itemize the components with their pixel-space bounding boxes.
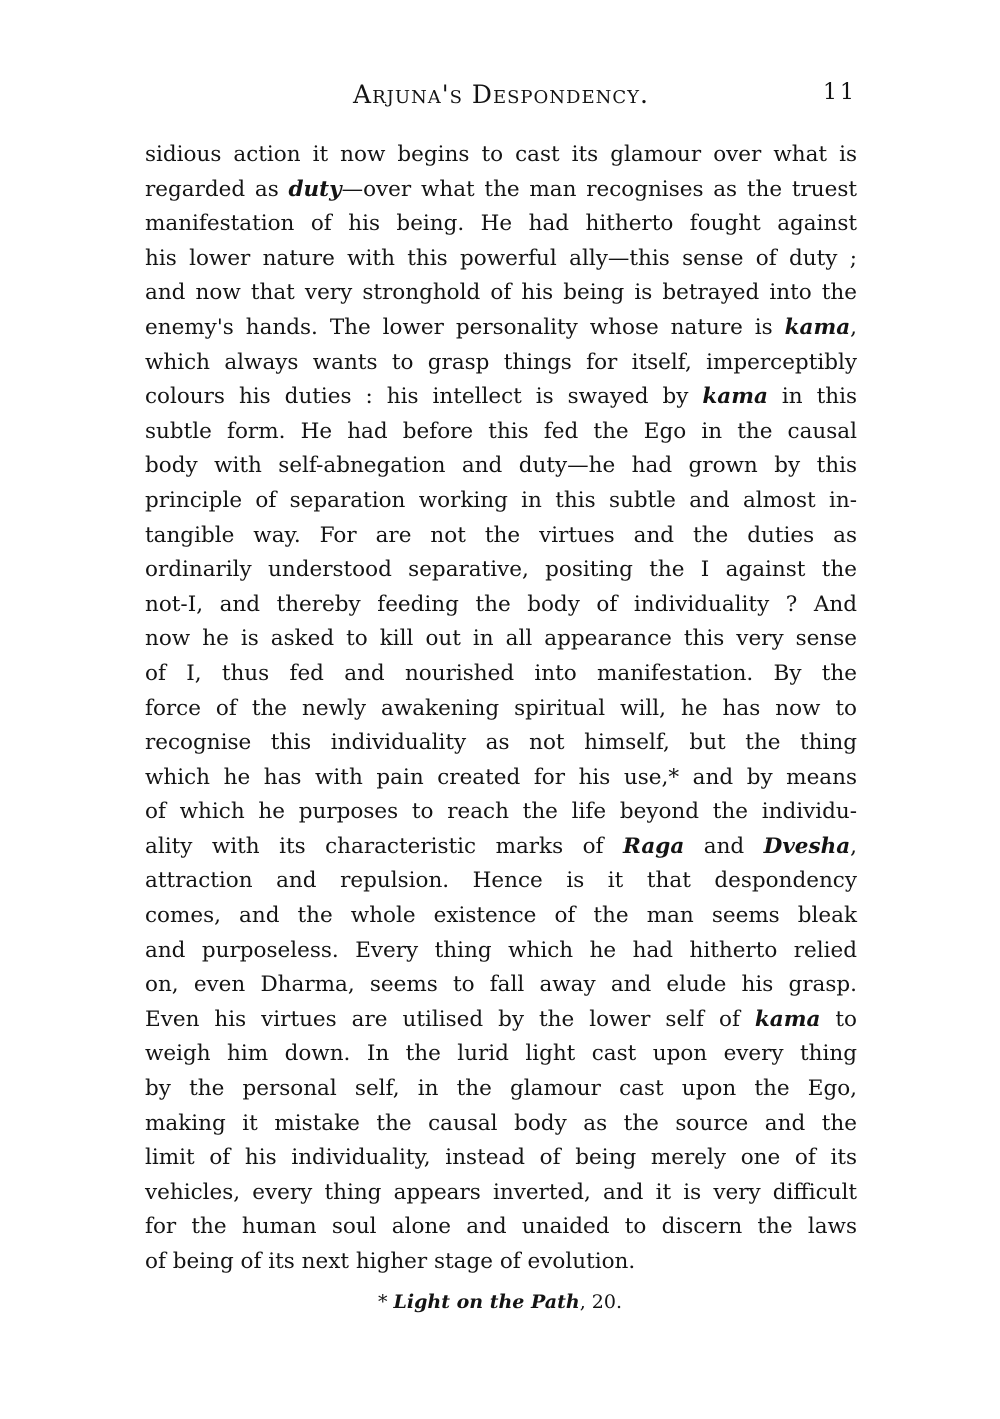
text-segment: which he has with pain created for his use,* and by means	[145, 764, 857, 790]
text-line	[145, 726, 857, 761]
text-segment: limit of his individuality, instead of being merely one of its	[145, 1145, 857, 1171]
text-line	[145, 657, 857, 692]
text-line	[145, 138, 857, 173]
footnote-title: Light on the Path	[393, 1291, 580, 1313]
text-line	[145, 311, 857, 346]
text-line	[145, 968, 857, 1003]
text-line	[145, 1245, 857, 1280]
text-segment: ,	[850, 833, 857, 859]
text-segment: for the human soul alone and unaided to discern the laws	[145, 1214, 857, 1240]
running-head	[145, 80, 857, 116]
running-title: Arjuna's Despondency.	[353, 80, 649, 109]
italic-term: kama	[754, 1006, 821, 1032]
text-segment: by the personal self, in the glamour cast upon the Ego,	[145, 1076, 857, 1102]
text-line	[145, 899, 857, 934]
text-segment: vehicles, every thing appears inverted, and it is very difficult	[145, 1179, 857, 1205]
text-line	[145, 692, 857, 727]
text-segment: tangible way. For are not the virtues and the duties as	[145, 522, 857, 548]
footnote-marker: *	[378, 1291, 394, 1313]
text-segment: which always wants to grasp things for itself, imperceptibly	[145, 349, 857, 375]
text-line	[145, 1210, 857, 1245]
text-segment: subtle form. He had before this fed the Ego in the causal	[145, 418, 857, 444]
footnote-reference: , 20.	[579, 1291, 622, 1313]
text-segment: and purposeless. Every thing which he had hitherto relied	[145, 937, 857, 963]
text-segment: his lower nature with this powerful ally—this sense of duty ;	[145, 245, 857, 271]
text-line	[145, 830, 857, 865]
footnote	[0, 1288, 1000, 1316]
text-line	[145, 242, 857, 277]
text-line	[145, 1072, 857, 1107]
text-segment: recognise this individuality as not himself, but the thing	[145, 730, 857, 756]
text-line	[145, 415, 857, 450]
italic-term: Raga	[623, 833, 685, 859]
text-line	[145, 449, 857, 484]
text-line	[145, 1037, 857, 1072]
text-line	[145, 207, 857, 242]
text-segment: and now that very stronghold of his being is betrayed into the	[145, 280, 857, 306]
italic-term: Dvesha	[763, 833, 851, 859]
italic-term: duty	[288, 176, 342, 202]
text-line	[145, 553, 857, 588]
text-line	[145, 519, 857, 554]
text-segment: weigh him down. In the lurid light cast upon every thing	[145, 1041, 857, 1067]
text-segment: ality with its characteristic marks of	[145, 833, 623, 859]
text-line	[145, 1176, 857, 1211]
text-line	[145, 588, 857, 623]
text-line	[145, 1141, 857, 1176]
text-segment: Even his virtues are utilised by the lower self of	[145, 1006, 755, 1032]
text-segment: —over what the man recognises as the truest	[341, 176, 857, 202]
text-line	[145, 1107, 857, 1142]
text-segment: and	[684, 833, 764, 859]
text-line	[145, 1003, 857, 1038]
text-segment: ordinarily understood separative, positing the I against the	[145, 557, 857, 583]
text-segment: now he is asked to kill out in all appearance this very sense	[145, 626, 857, 652]
text-line	[145, 761, 857, 796]
text-segment: sidious action it now begins to cast its glamour over what is	[145, 142, 857, 167]
text-segment: force of the newly awakening spiritual will, he has now to	[145, 695, 857, 721]
text-segment: of I, thus fed and nourished into manifestation. By the	[145, 660, 857, 686]
text-line	[145, 173, 857, 208]
text-line	[145, 864, 857, 899]
text-segment: manifestation of his being. He had hitherto fought against	[145, 211, 857, 237]
text-segment: of being of its next higher stage of evolution.	[145, 1249, 636, 1274]
text-line	[145, 380, 857, 415]
page-number: 11	[823, 80, 857, 105]
italic-term: kama	[702, 384, 768, 410]
text-segment: of which he purposes to reach the life beyond the individu-	[145, 799, 857, 825]
text-segment: comes, and the whole existence of the man seems bleak	[145, 903, 857, 929]
text-line	[145, 346, 857, 381]
text-segment: making it mistake the causal body as the source and the	[145, 1110, 857, 1136]
text-line	[145, 795, 857, 830]
text-segment: colours his duties : his intellect is swayed by	[145, 384, 703, 410]
text-segment: enemy's hands. The lower personality whose nature is	[145, 314, 785, 340]
text-line	[145, 276, 857, 311]
text-line	[145, 622, 857, 657]
text-segment: on, even Dharma, seems to fall away and elude his grasp.	[145, 972, 857, 998]
italic-term: kama	[784, 314, 851, 340]
text-segment: not-I, and thereby feeding the body of individuality ? And	[145, 591, 857, 617]
body-text	[145, 138, 857, 1280]
text-line	[145, 934, 857, 969]
text-segment: ,	[850, 314, 857, 340]
text-segment: to	[820, 1006, 857, 1032]
text-segment: regarded as	[145, 176, 289, 202]
text-segment: principle of separation working in this subtle and almost in-	[145, 487, 857, 513]
text-segment: body with self-abnegation and duty—he had grown by this	[145, 453, 857, 479]
text-segment: in this	[767, 384, 858, 410]
text-segment: attraction and repulsion. Hence is it that despondency	[145, 868, 857, 894]
text-line	[145, 484, 857, 519]
